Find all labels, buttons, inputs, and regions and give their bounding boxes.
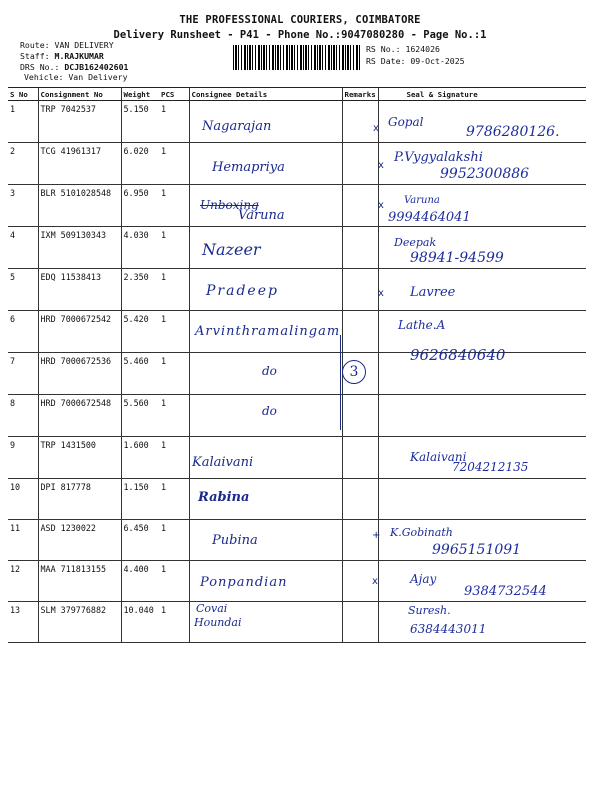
handwritten-phone: 98941-94599 <box>410 250 504 266</box>
sno-cell: 7 <box>8 353 38 395</box>
handwritten-signature: Lathe.A <box>398 318 446 332</box>
handwritten-consignee: Pubina <box>212 533 258 548</box>
pcs-cell: 1 <box>159 311 189 353</box>
consignment-cell: ASD 1230022 <box>38 520 121 561</box>
weight-cell: 2.350 <box>121 269 159 311</box>
consignment-cell: BLR 5101028548 <box>38 185 121 227</box>
handwritten-phone: 9952300886 <box>440 166 530 182</box>
rs-date-line <box>366 56 465 66</box>
handwritten-consignee: Pradeep <box>206 283 279 299</box>
rs-date-value: 09-Oct-2025 <box>410 56 465 66</box>
col-remarks: Remarks <box>342 88 378 101</box>
rs-no-label: RS No.: <box>366 44 401 54</box>
table-header-row <box>8 88 586 101</box>
handwritten-consignee-line2: Houndai <box>194 616 242 629</box>
consignment-cell: HRD 7000672548 <box>38 395 121 437</box>
consignment-cell: DPI 817778 <box>38 479 121 520</box>
sno-cell: 3 <box>8 185 38 227</box>
col-pcs: PCS <box>159 88 189 101</box>
staff-line <box>20 51 104 63</box>
weight-cell: 6.450 <box>121 520 159 561</box>
rs-no-value: 1624026 <box>405 44 440 54</box>
weight-cell: 4.400 <box>121 561 159 602</box>
table-row <box>8 602 586 643</box>
rs-no-line <box>366 44 440 54</box>
col-consignee: Consignee Details <box>189 88 342 101</box>
vehicle-line <box>24 72 128 84</box>
pcs-cell: 1 <box>159 143 189 185</box>
remarks-cell <box>342 602 378 643</box>
handwritten-consignee: Kalaivani <box>192 455 254 470</box>
pcs-cell: 1 <box>159 185 189 227</box>
handwritten-signature: Suresh. <box>408 604 451 617</box>
sno-cell: 4 <box>8 227 38 269</box>
pcs-cell: 1 <box>159 395 189 437</box>
col-weight: Weight <box>121 88 159 101</box>
pcs-cell: 1 <box>159 437 189 479</box>
handwritten-signature: Lavree <box>410 285 456 300</box>
grouping-bracket <box>334 335 341 430</box>
handwritten-phone: 9994464041 <box>388 210 471 225</box>
pcs-cell: 1 <box>159 520 189 561</box>
handwritten-signature: Kalaivani <box>410 450 467 464</box>
weight-cell: 6.020 <box>121 143 159 185</box>
consignment-cell: HRD 7000672536 <box>38 353 121 395</box>
weight-cell: 5.150 <box>121 101 159 143</box>
pcs-cell: 1 <box>159 479 189 520</box>
vehicle-label: Vehicle: <box>24 72 64 82</box>
handwritten-phone: 7204212135 <box>452 460 529 474</box>
tick-mark: + <box>372 530 381 541</box>
col-consignment: Consignment No <box>38 88 121 101</box>
table-row <box>8 269 586 311</box>
handwritten-signature: P.Vygyalakshi <box>394 150 483 165</box>
remarks-cell <box>342 269 378 311</box>
remarks-cell <box>342 395 378 437</box>
remarks-cell <box>342 311 378 353</box>
handwritten-phone: 9965151091 <box>432 542 522 558</box>
consignment-cell: EDQ 11538413 <box>38 269 121 311</box>
pcs-cell: 1 <box>159 101 189 143</box>
handwritten-phone: 6384443011 <box>410 622 487 636</box>
handwritten-consignee: Ponpandian <box>200 575 288 590</box>
route-label: Route: <box>20 40 50 50</box>
handwritten-signature: Deepak <box>394 236 437 249</box>
handwritten-signature: K.Gobinath <box>390 526 453 539</box>
drs-value: DCJB162402601 <box>64 62 129 72</box>
handwritten-signature: Ajay <box>410 572 437 586</box>
remarks-cell <box>342 143 378 185</box>
weight-cell: 1.600 <box>121 437 159 479</box>
drs-label: DRS No.: <box>20 62 60 72</box>
sno-cell: 1 <box>8 101 38 143</box>
signature-cell <box>378 395 586 437</box>
weight-cell: 10.040 <box>121 602 159 643</box>
tick-mark: x <box>373 123 379 134</box>
handwritten-phone: 9626840640 <box>410 346 506 364</box>
handwritten-consignee: Arvinthramalingam <box>195 324 341 339</box>
vehicle-value: Van Delivery <box>68 72 128 82</box>
pcs-cell: 1 <box>159 602 189 643</box>
table-row <box>8 479 586 520</box>
staff-value: M.RAJKUMAR <box>54 51 104 61</box>
col-sno: S No <box>8 88 38 101</box>
circled-count: 3 <box>342 360 366 384</box>
handwritten-ditto: do <box>262 364 277 378</box>
remarks-cell <box>342 479 378 520</box>
handwritten-phone: 9384732544 <box>464 584 547 599</box>
remarks-cell <box>342 227 378 269</box>
tick-mark: x <box>378 288 384 299</box>
consignment-cell: TRP 7042537 <box>38 101 121 143</box>
route-line <box>20 40 114 52</box>
sno-cell: 10 <box>8 479 38 520</box>
tick-mark: x <box>372 576 378 587</box>
consignment-cell: TCG 41961317 <box>38 143 121 185</box>
handwritten-consignee: Hemapriya <box>212 160 285 175</box>
consignment-cell: TRP 1431500 <box>38 437 121 479</box>
handwritten-consignee: Nagarajan <box>202 119 272 134</box>
consignment-cell: HRD 7000672542 <box>38 311 121 353</box>
remarks-cell <box>342 437 378 479</box>
sno-cell: 12 <box>8 561 38 602</box>
handwritten-struck-text: Unboxing <box>200 198 259 212</box>
pcs-cell: 1 <box>159 269 189 311</box>
sno-cell: 9 <box>8 437 38 479</box>
weight-cell: 5.420 <box>121 311 159 353</box>
table-row <box>8 185 586 227</box>
handwritten-signature: Varuna <box>404 195 440 206</box>
pcs-cell: 1 <box>159 353 189 395</box>
handwritten-phone: 9786280126. <box>466 124 560 140</box>
handwritten-consignee: Rabina <box>198 490 250 505</box>
sno-cell: 5 <box>8 269 38 311</box>
sno-cell: 13 <box>8 602 38 643</box>
handwritten-consignee: Nazeer <box>202 240 261 259</box>
handwritten-consignee: Varuna <box>238 208 285 223</box>
pcs-cell: 1 <box>159 227 189 269</box>
remarks-cell <box>342 185 378 227</box>
staff-label: Staff: <box>20 51 50 61</box>
consignment-cell: MAA 711813155 <box>38 561 121 602</box>
sno-cell: 11 <box>8 520 38 561</box>
remarks-cell <box>342 101 378 143</box>
handwritten-consignee: Covai <box>196 602 228 615</box>
table-row <box>8 395 586 437</box>
weight-cell: 6.950 <box>121 185 159 227</box>
route-value: VAN DELIVERY <box>54 40 114 50</box>
sno-cell: 8 <box>8 395 38 437</box>
consignment-cell: IXM 509130343 <box>38 227 121 269</box>
col-signature: Seal & Signature <box>378 88 586 101</box>
handwritten-ditto: do <box>262 404 277 418</box>
weight-cell: 1.150 <box>121 479 159 520</box>
tick-mark: x <box>378 200 384 211</box>
rs-date-label: RS Date: <box>366 56 406 66</box>
weight-cell: 4.030 <box>121 227 159 269</box>
tick-mark: x <box>378 160 384 171</box>
barcode <box>233 45 360 70</box>
sno-cell: 2 <box>8 143 38 185</box>
runsheet-subtitle: Delivery Runsheet - P41 - Phone No.:9047080280 - Page No.:1 <box>113 29 487 41</box>
consignment-cell: SLM 379776882 <box>38 602 121 643</box>
weight-cell: 5.560 <box>121 395 159 437</box>
handwritten-signature: Gopal <box>388 115 424 129</box>
signature-cell <box>378 479 586 520</box>
pcs-cell: 1 <box>159 561 189 602</box>
weight-cell: 5.460 <box>121 353 159 395</box>
page-title: THE PROFESSIONAL COURIERS, COIMBATORE <box>179 14 421 26</box>
sno-cell: 6 <box>8 311 38 353</box>
